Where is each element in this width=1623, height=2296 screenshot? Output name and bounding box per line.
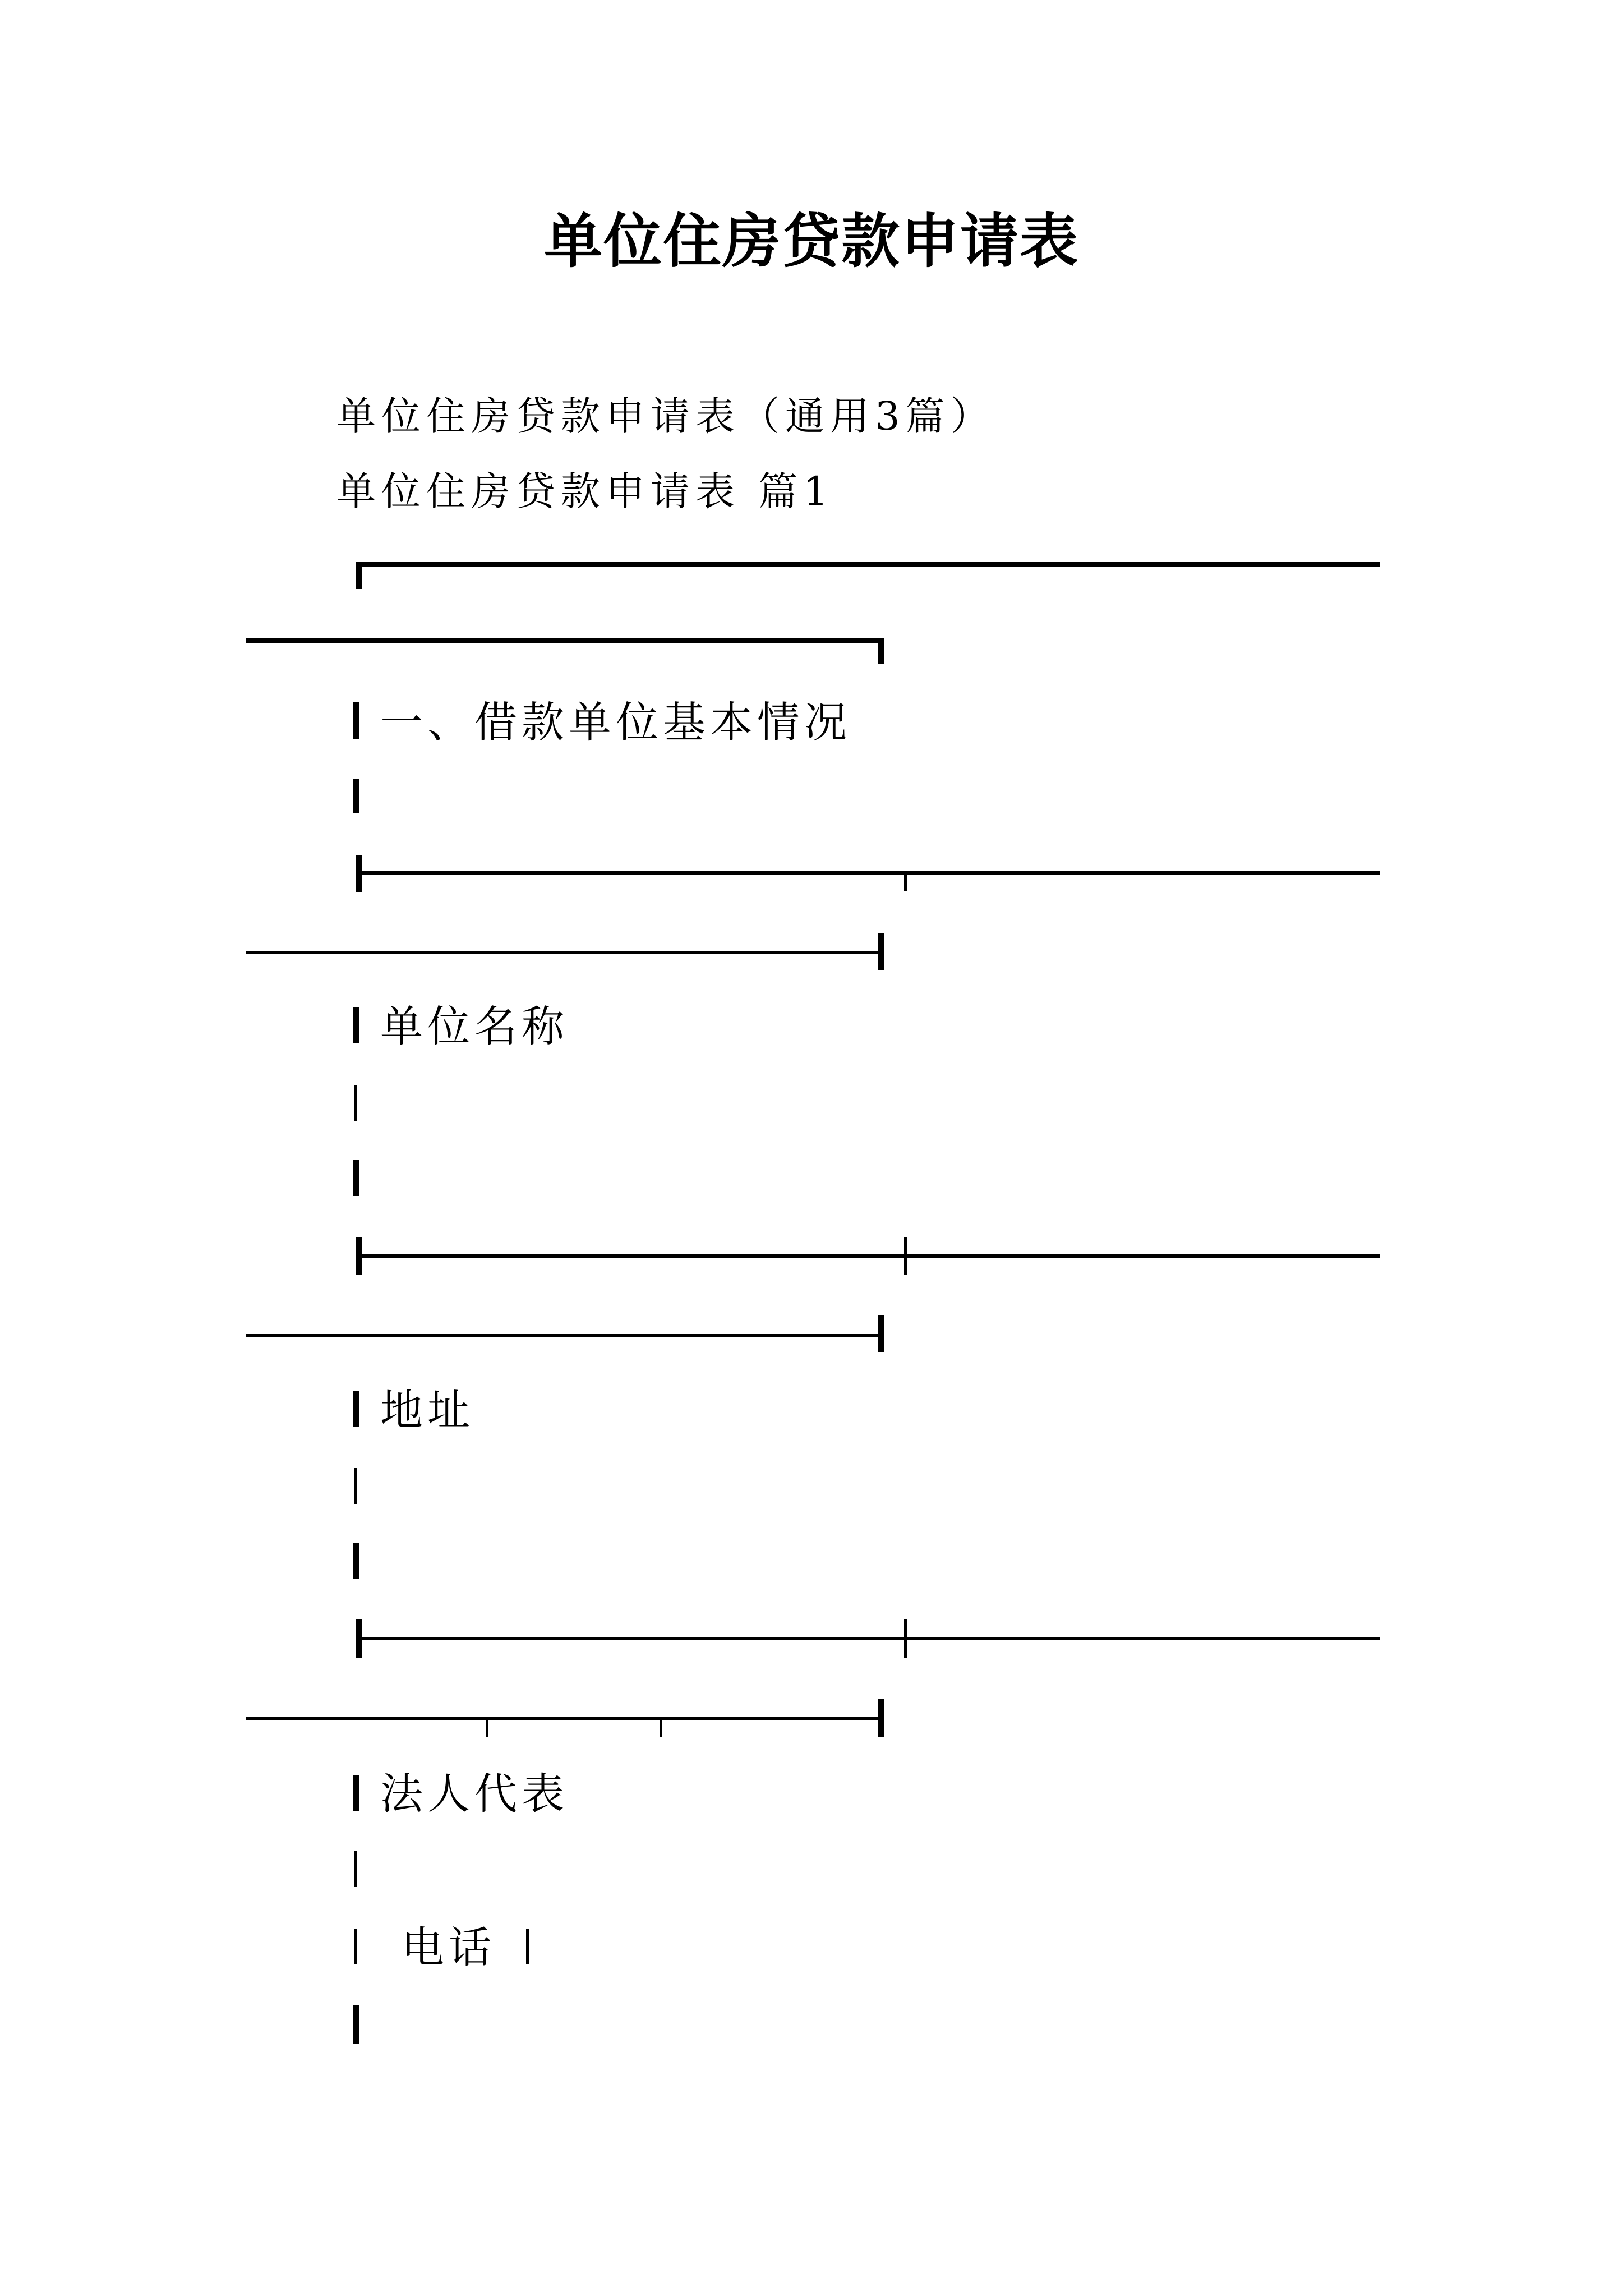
separator-right-tee bbox=[878, 933, 884, 970]
field-label-legal-representative: 法人代表 bbox=[380, 1769, 569, 1819]
row-left-border bbox=[353, 1775, 359, 1811]
phone-cell-divider bbox=[526, 1929, 529, 1964]
row-left-border bbox=[353, 1391, 359, 1427]
row-left-border bbox=[353, 1543, 359, 1579]
row-left-border bbox=[354, 1085, 357, 1121]
separator-line bbox=[356, 1637, 1380, 1640]
separator-line bbox=[356, 1254, 1380, 1258]
document-title: 单位住房贷款申请表 bbox=[543, 206, 1079, 275]
form-top-border bbox=[356, 562, 1380, 567]
row-left-border bbox=[353, 2005, 359, 2044]
document-subtitle: 单位住房贷款申请表（通用3篇） bbox=[336, 393, 995, 439]
field-label-phone: 电话 bbox=[402, 1922, 496, 1972]
separator-line bbox=[356, 871, 1380, 875]
row-left-border bbox=[354, 1929, 357, 1964]
separator-column-cross bbox=[904, 1237, 907, 1275]
separator-column-tick bbox=[904, 871, 907, 891]
separator-line-wrap bbox=[246, 1334, 882, 1337]
row-left-border bbox=[353, 1007, 359, 1043]
separator-column-tick bbox=[660, 1717, 662, 1737]
form-top-border-wrap bbox=[246, 638, 882, 643]
separator-line-wrap bbox=[246, 1717, 882, 1720]
form-corner-top-right bbox=[878, 638, 884, 664]
separator-column-cross bbox=[904, 1619, 907, 1658]
field-label-address: 地址 bbox=[380, 1385, 474, 1435]
separator-right-tee bbox=[878, 1699, 884, 1737]
row-left-border bbox=[354, 1468, 357, 1504]
field-label-company-name: 单位名称 bbox=[380, 1001, 569, 1051]
separator-right-tee bbox=[878, 1315, 884, 1352]
row-left-border bbox=[353, 1160, 359, 1196]
part-heading: 单位住房贷款申请表 篇1 bbox=[336, 468, 834, 514]
row-left-border bbox=[354, 1851, 357, 1887]
separator-column-tick bbox=[486, 1717, 488, 1737]
separator-line-wrap bbox=[246, 951, 882, 954]
row-left-border bbox=[353, 779, 359, 813]
row-left-border bbox=[353, 702, 359, 739]
section-heading: 一、借款单位基本情况 bbox=[380, 697, 851, 747]
